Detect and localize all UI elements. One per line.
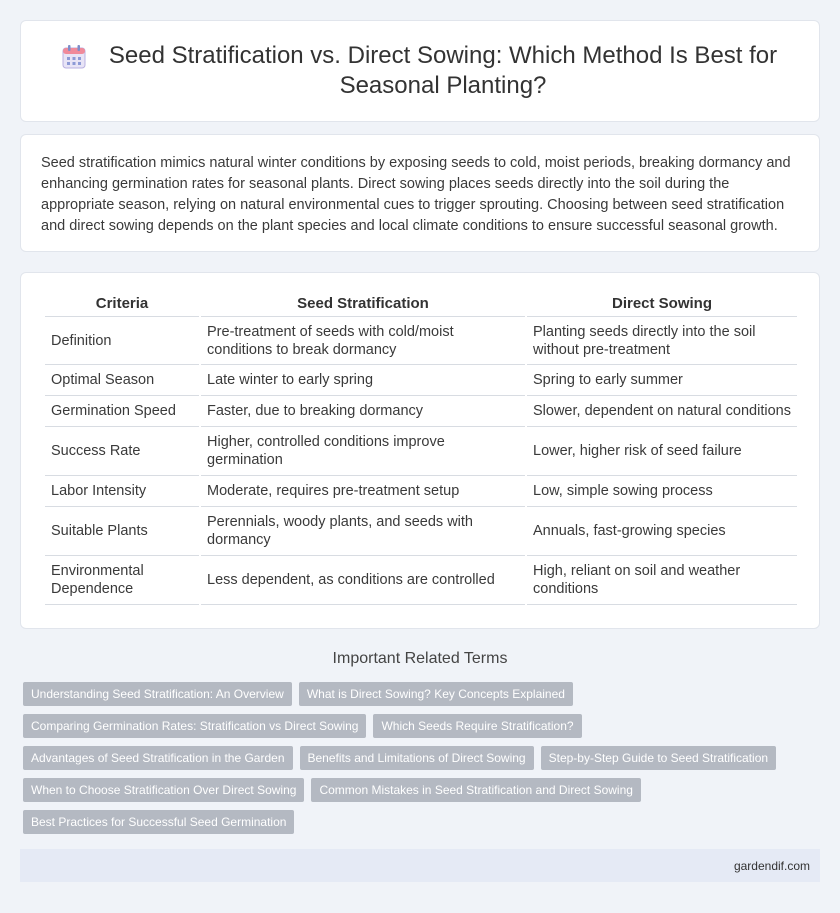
footer — [20, 849, 820, 882]
table-row — [45, 427, 797, 476]
table-row — [45, 507, 797, 556]
related-term-link[interactable]: When to Choose Stratification Over Direct Sowing — [23, 778, 304, 802]
table-cell-stratification: Faster, due to breaking dormancy — [201, 396, 525, 427]
table-cell-stratification: Moderate, requires pre-treatment setup — [201, 476, 525, 507]
table-cell-stratification: Higher, controlled conditions improve germination — [201, 427, 525, 476]
related-term-link[interactable]: Best Practices for Successful Seed Germination — [23, 810, 294, 834]
table-cell-direct-sowing: Slower, dependent on natural conditions — [527, 396, 797, 427]
footer-site-link[interactable]: gardendif.com — [733, 858, 810, 873]
table-cell-direct-sowing: Planting seeds directly into the soil without pre-treatment — [527, 317, 797, 365]
table-header-row — [45, 291, 797, 317]
related-terms-list — [23, 682, 813, 842]
table-header-stratification: Seed Stratification — [201, 291, 525, 317]
table-row — [45, 365, 797, 396]
related-term-link[interactable]: Understanding Seed Stratification: An Overview — [23, 682, 292, 706]
table-cell-stratification: Pre-treatment of seeds with cold/moist conditions to break dormancy — [201, 317, 525, 365]
related-term-link[interactable]: What is Direct Sowing? Key Concepts Explained — [299, 682, 573, 706]
comparison-table-card — [20, 272, 820, 629]
table-cell-criteria: Definition — [45, 317, 199, 365]
table-cell-direct-sowing: Spring to early summer — [527, 365, 797, 396]
table-cell-criteria: Suitable Plants — [45, 507, 199, 556]
comparison-table — [43, 291, 799, 605]
intro-text: Seed stratification mimics natural winter conditions by exposing seeds to cold, moist periods, breaking dormancy and enhancing germination rates for seasonal plants. Direct sowing places seeds directly into the soil during the appropriate season, relying on natural environmental cues to trigger sprouting. Choosing between seed stratification and direct sowing depends on the plant species and local climate conditions to ensure successful seasonal growth. — [41, 155, 791, 234]
tag-row — [23, 682, 813, 706]
table-cell-stratification: Perennials, woody plants, and seeds with dormancy — [201, 507, 525, 556]
related-term-link[interactable]: Benefits and Limitations of Direct Sowing — [300, 746, 534, 770]
related-term-link[interactable]: Comparing Germination Rates: Stratification vs Direct Sowing — [23, 714, 366, 738]
table-cell-direct-sowing: Annuals, fast-growing species — [527, 507, 797, 556]
related-terms-heading: Important Related Terms — [332, 650, 508, 667]
tag-row — [23, 810, 813, 834]
table-cell-direct-sowing: High, reliant on soil and weather conditions — [527, 556, 797, 605]
intro-card — [20, 134, 820, 252]
title-wrap — [60, 41, 780, 101]
tag-row — [23, 778, 813, 802]
table-row — [45, 317, 797, 365]
table-row — [45, 556, 797, 605]
calendar-icon — [60, 43, 88, 71]
table-header-criteria: Criteria — [45, 291, 199, 317]
tag-row — [23, 714, 813, 738]
tag-row — [23, 746, 813, 770]
related-term-link[interactable]: Which Seeds Require Stratification? — [373, 714, 581, 738]
table-cell-criteria: Optimal Season — [45, 365, 199, 396]
table-cell-criteria: Labor Intensity — [45, 476, 199, 507]
table-row — [45, 476, 797, 507]
table-cell-stratification: Late winter to early spring — [201, 365, 525, 396]
related-term-link[interactable]: Common Mistakes in Seed Stratification and Direct Sowing — [311, 778, 640, 802]
header-card — [20, 20, 820, 122]
related-term-link[interactable]: Advantages of Seed Stratification in the Garden — [23, 746, 293, 770]
related-term-link[interactable]: Step-by-Step Guide to Seed Stratification — [541, 746, 776, 770]
table-row — [45, 396, 797, 427]
table-cell-direct-sowing: Lower, higher risk of seed failure — [527, 427, 797, 476]
table-cell-direct-sowing: Low, simple sowing process — [527, 476, 797, 507]
table-cell-criteria: Success Rate — [45, 427, 199, 476]
table-cell-criteria: Germination Speed — [45, 396, 199, 427]
table-cell-stratification: Less dependent, as conditions are controlled — [201, 556, 525, 605]
table-header-direct-sowing: Direct Sowing — [527, 291, 797, 317]
table-cell-criteria: Environmental Dependence — [45, 556, 199, 605]
page-title: Seed Stratification vs. Direct Sowing: Which Method Is Best for Seasonal Planting? — [108, 42, 778, 99]
